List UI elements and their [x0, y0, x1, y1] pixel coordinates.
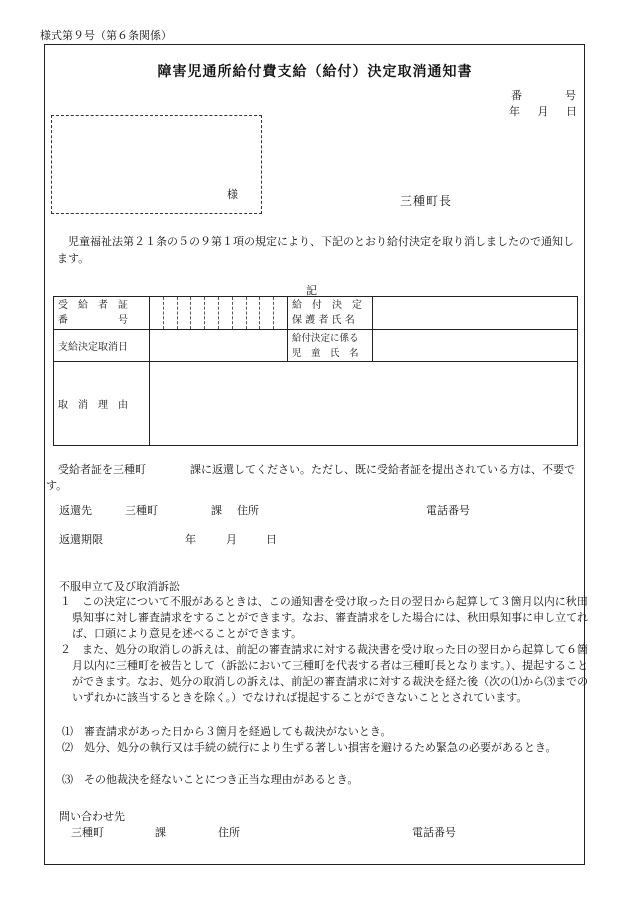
contact-section: 課	[155, 826, 166, 839]
appeal-item-1: １ この決定について不服があるときは、この通知書を受け取った日の翌日から起算して３箇月以内に秋田県知事に対し審査請求をすることができます。なお、審査請求をした場合には、秋田県知事に申し立てれば、口頭により意見を述べることができます。	[60, 595, 589, 640]
child-name-field[interactable]	[373, 330, 578, 362]
recipient-number-cells[interactable]	[150, 297, 288, 330]
return-deadline-year: 年	[185, 533, 196, 546]
document-title: 障害児通所給付費支給（給付）決定取消通知書	[157, 64, 473, 80]
return-deadline-label: 返還期限	[59, 533, 103, 546]
appeal-heading: 不服申立て及び取消訴訟	[59, 580, 180, 593]
contact-town: 三種町	[71, 826, 104, 839]
contact-phone: 電話番号	[412, 826, 456, 839]
child-name-label: 給付決定に係る 児 童 氏 名	[288, 330, 373, 362]
return-dest-phone: 電話番号	[426, 504, 470, 517]
cancel-date-field[interactable]	[150, 330, 288, 362]
cancel-date-label: 支給決定取消日	[54, 330, 150, 362]
intro-paragraph: 児童福祉法第２１条の５の９第１項の規定により、下記のとおり給付決定を取り消しましたので通知します。	[57, 235, 574, 265]
number-suffix: 号	[565, 89, 576, 102]
contact-address: 住所	[218, 826, 240, 839]
cancel-reason-field[interactable]	[150, 362, 578, 446]
appeal-sub-3: ⑶ その他裁決を経ないことにつき正当な理由があるとき。	[62, 773, 359, 786]
decision-table	[53, 296, 578, 446]
appeal-sub-1: ⑴ 審査請求があった日から３箇月を経過しても裁決がないとき。	[62, 725, 392, 738]
return-dest-section: 課	[211, 504, 222, 517]
addressee-honorific: 様	[227, 188, 238, 201]
return-dest-address: 住所	[237, 504, 259, 517]
appeal-sub-2: ⑵ 処分、処分の執行又は手続の続行により生ずる著しい損害を避けるため緊急の必要があるとき。	[62, 741, 557, 754]
recipient-number-label: 受 給 者 証 番 号	[54, 297, 150, 330]
cancel-reason-label: 取 消 理 由	[54, 362, 150, 446]
return-deadline-month: 月	[226, 533, 237, 546]
return-dest-label: 返還先	[59, 504, 92, 517]
issue-date: 年 月 日	[509, 105, 577, 118]
guardian-name-label: 給 付 決 定 保 護 者 氏 名	[288, 297, 373, 330]
form-number-label: 様式第９号（第６条関係）	[40, 29, 172, 42]
number-label: 番	[511, 89, 522, 102]
contact-label: 問い合わせ先	[59, 810, 125, 823]
guardian-name-field[interactable]	[373, 297, 578, 330]
issuer-name: 三種町長	[400, 194, 453, 208]
return-note: 受給者証を三種町 課に返還してください。ただし、既に受給者証を提出されている方は、不要です。	[46, 463, 575, 492]
return-deadline-day: 日	[266, 533, 277, 546]
ki-heading: 記	[306, 284, 317, 297]
appeal-item-2: ２ また、処分の取消しの訴えは、前記の審査請求に対する裁決書を受け取った日の翌日から起算して６箇月以内に三種町を被告として（訴訟において三種町を代表する者は三種町長となります。）、提起することができます。なお、処分の取消しの訴えは、前記の審査請求に対する裁決を経た後（次の⑴から⑶までのいずれかに該当するときを除く。）でなければ提起することができないこととされています。	[60, 643, 589, 704]
return-dest-town: 三種町	[125, 504, 158, 517]
